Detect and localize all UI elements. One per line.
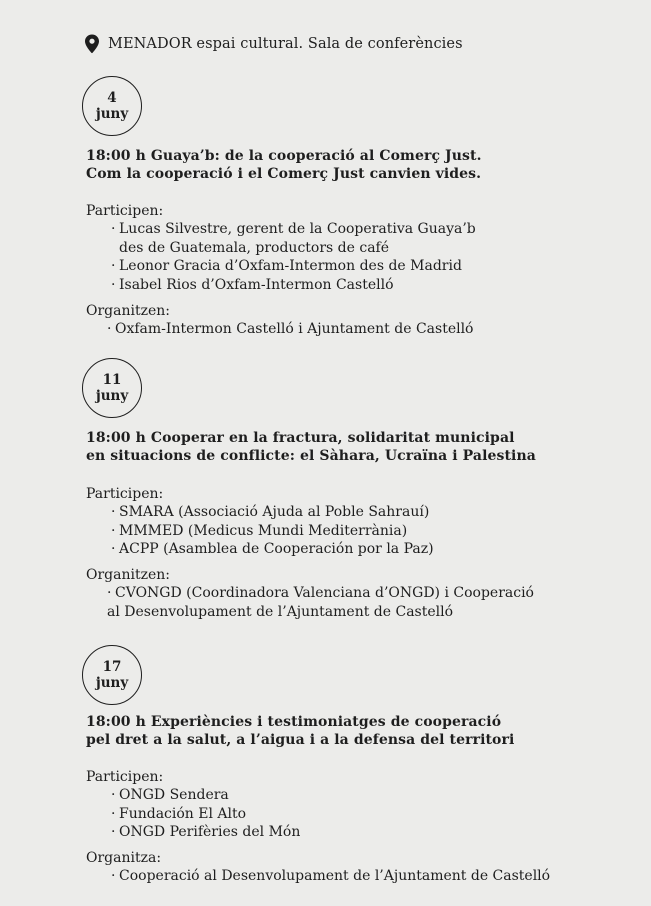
- date-day: 4: [107, 90, 117, 106]
- list-item: · Fundación El Alto: [111, 805, 247, 822]
- date-badge: [82, 645, 142, 705]
- date-month: juny: [95, 106, 129, 122]
- list-item: · ACPP (Asamblea de Cooperación por la Paz): [111, 541, 434, 557]
- list-item-continuation: des de Guatemala, productors de café: [119, 239, 390, 256]
- list-item: · SMARA (Associació Ajuda al Poble Sahrauí): [111, 504, 430, 520]
- event-title-line2: en situacions de conflicte: el Sàhara, Ucraïna i Palestina: [86, 448, 536, 464]
- organizers-list: [107, 584, 534, 621]
- participants-label: Participen:: [86, 203, 164, 219]
- list-item: · Cooperació al Desenvolupament de l’Ajuntament de Castelló: [111, 868, 551, 884]
- list-item: · MMMED (Medicus Mundi Mediterrània): [111, 522, 408, 539]
- event-title: [86, 713, 514, 749]
- list-item-continuation: al Desenvolupament de l’Ajuntament de Castelló: [107, 603, 454, 620]
- participants-list: [111, 786, 300, 842]
- date-month: juny: [95, 675, 129, 691]
- date-badge: [82, 76, 142, 136]
- list-item: · Lucas Silvestre, gerent de la Cooperativa Guaya’b: [111, 221, 476, 237]
- list-item: · ONGD Sendera: [111, 787, 229, 803]
- participants-label: Participen:: [86, 486, 164, 502]
- organizers-label: Organitzen:: [86, 303, 170, 319]
- date-day: 17: [102, 659, 122, 675]
- participants-label: Participen:: [86, 769, 164, 785]
- event-title-line1: 18:00 h Guaya’b: de la cooperació al Comerç Just.: [86, 148, 482, 164]
- event-title: [86, 147, 482, 183]
- participants-list: [111, 503, 434, 559]
- list-item: · CVONGD (Coordinadora Valenciana d’ONGD) i Cooperació: [107, 585, 534, 601]
- organizers-list: [107, 320, 474, 339]
- location-text: MENADOR espai cultural. Sala de conferències: [108, 36, 463, 52]
- date-day: 11: [102, 372, 122, 388]
- organizers-list: [111, 867, 550, 886]
- map-pin-icon: [84, 34, 100, 54]
- event-title-line2: pel dret a la salut, a l’aigua i a la defensa del territori: [86, 732, 515, 748]
- list-item: · ONGD Perifèries del Món: [111, 824, 301, 840]
- event-title-line1: 18:00 h Cooperar en la fractura, solidaritat municipal: [86, 430, 515, 446]
- list-item: · Oxfam-Intermon Castelló i Ajuntament de Castelló: [107, 321, 474, 337]
- date-badge: [82, 358, 142, 418]
- organizers-label: Organitzen:: [86, 567, 170, 583]
- list-item: · Leonor Gracia d’Oxfam-Intermon des de Madrid: [111, 258, 462, 274]
- event-title-line1: 18:00 h Experiències i testimoniatges de cooperació: [86, 714, 502, 730]
- organizers-label: Organitza:: [86, 850, 162, 866]
- date-month: juny: [95, 388, 129, 404]
- event-location: [84, 34, 463, 54]
- list-item: · Isabel Rios d’Oxfam-Intermon Castelló: [111, 276, 394, 293]
- event-title: [86, 429, 536, 465]
- participants-list: [111, 220, 476, 294]
- event-title-line2: Com la cooperació i el Comerç Just canvien vides.: [86, 166, 482, 182]
